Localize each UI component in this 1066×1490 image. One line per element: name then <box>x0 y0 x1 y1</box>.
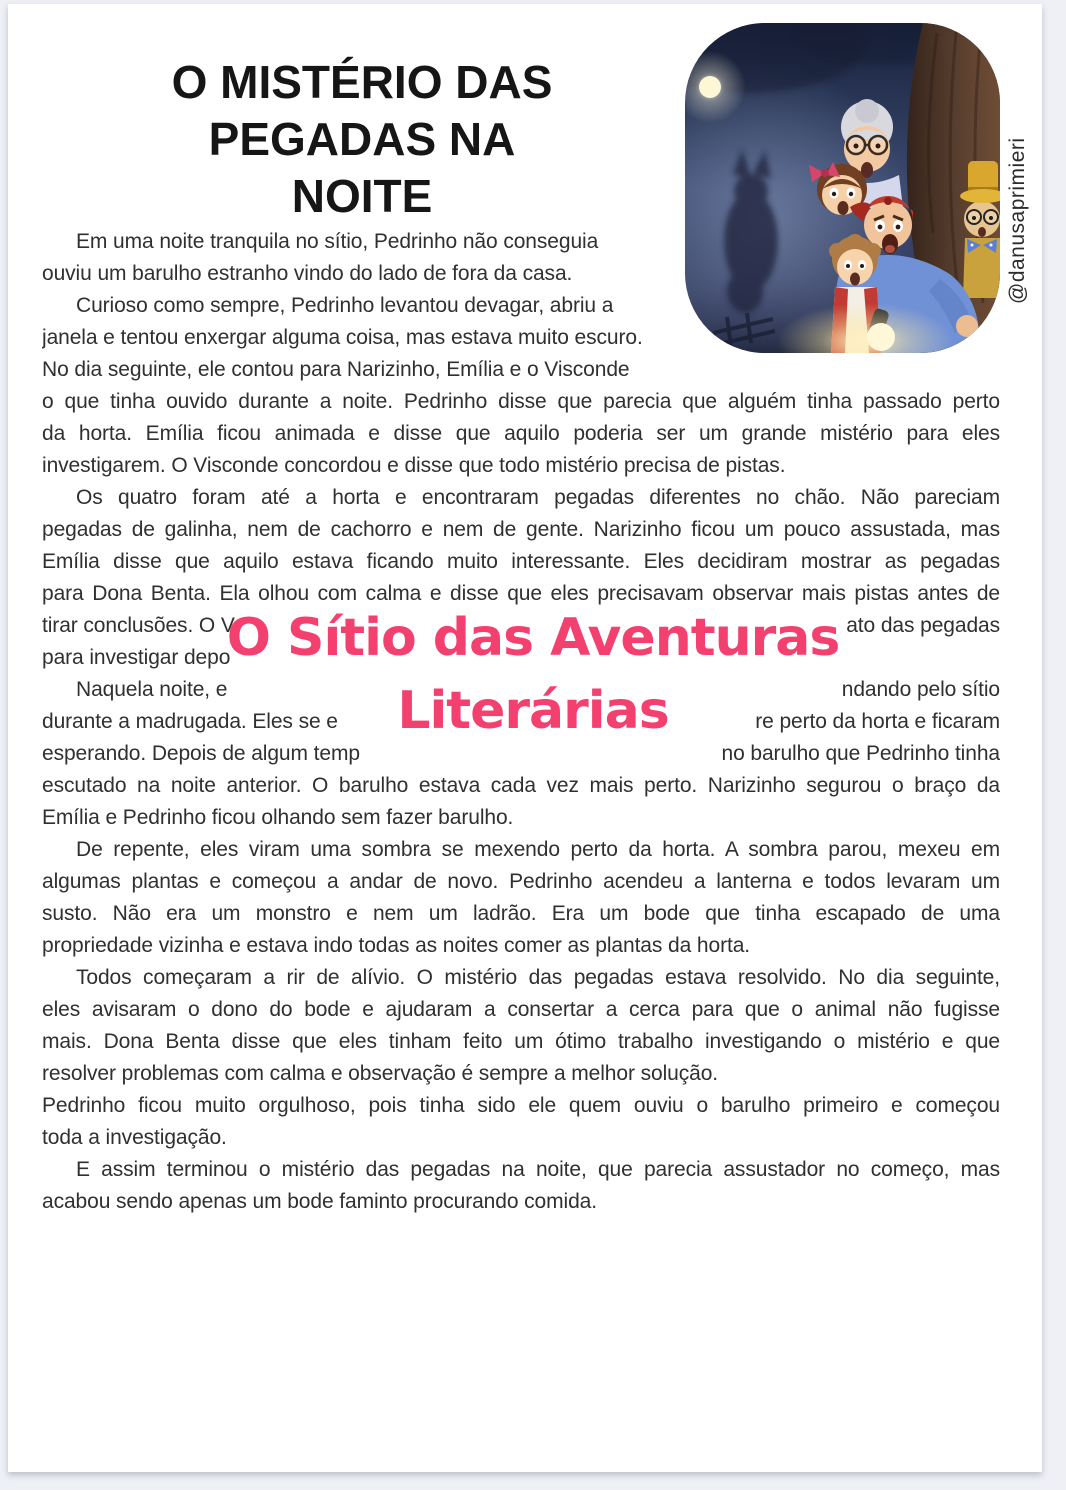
story-illustration <box>685 23 1000 353</box>
story-line-fragment-left: Naquela noite, e <box>76 678 228 701</box>
story-line: Curioso como sempre, Pedrinho levantou devagar, abriu a <box>76 294 614 317</box>
story-line: resolver problemas com calma e observação é sempre a melhor solução. <box>42 1062 719 1085</box>
story-line: Pedrinho ficou muito orgulhoso, pois tinha sido ele quem ouviu o barulho primeiro e começou <box>42 1094 1000 1117</box>
story-line-fragment-left: para investigar depo <box>42 646 231 669</box>
story-line: Os quatro foram até a horta e encontraram pegadas diferentes no chão. Não pareciam <box>76 486 1000 509</box>
title-line: PEGADAS NA <box>208 113 516 165</box>
story-line: Emília e Pedrinho ficou olhando sem fazer barulho. <box>42 806 514 829</box>
story-line-fragment-right: ndando pelo sítio <box>841 678 1000 701</box>
story-line: No dia seguinte, ele contou para Narizinho, Emília e o Visconde <box>42 358 630 381</box>
watermark-line: Literárias <box>397 681 669 741</box>
story-line-fragment-right: re perto da horta e ficaram <box>755 710 1000 733</box>
story-line: Em uma noite tranquila no sítio, Pedrinho não conseguia <box>76 230 599 253</box>
title-line: NOITE <box>291 170 433 222</box>
story-line: janela e tentou enxergar alguma coisa, mas estava muito escuro. <box>42 326 643 349</box>
story-line-fragment-left: tirar conclusões. O V <box>42 614 235 637</box>
story-line-fragment-left: durante a madrugada. Eles se e <box>42 710 338 733</box>
story-line: Emília disse que aquilo estava ficando muito interessante. Eles decidiram mostrar as pegadas <box>42 550 1000 573</box>
story-line: algumas plantas e começou a andar de novo. Pedrinho acendeu a lanterna e todos levaram um <box>42 870 1000 893</box>
story-line: investigarem. O Visconde concordou e disse que todo mistério precisa de pistas. <box>42 454 786 477</box>
artist-credit: @danusaprimieri <box>1006 137 1029 304</box>
story-line: toda a investigação. <box>42 1126 227 1149</box>
story-line-fragment-left: esperando. Depois de algum temp <box>42 742 360 765</box>
story-line: ouviu um barulho estranho vindo do lado de fora da casa. <box>42 262 573 285</box>
story-line: o que tinha ouvido durante a noite. Pedrinho disse que parecia que alguém tinha passado perto <box>42 390 1000 413</box>
moon <box>699 76 721 98</box>
story-line: propriedade vizinha e estava indo todas as noites comer as plantas da horta. <box>42 934 751 957</box>
page-title <box>42 54 682 225</box>
story-line: Todos começaram a rir de alívio. O mistério das pegadas estava resolvido. No dia seguinte, <box>76 966 1000 989</box>
story-line: acabou sendo apenas um bode faminto procurando comida. <box>42 1190 597 1213</box>
story-line: da horta. Emília ficou animada e disse que aquilo poderia ser um grande mistério para eles <box>42 422 1000 445</box>
story-line: mais. Dona Benta disse que eles tinham feito um ótimo trabalho investigando o mistério e que <box>42 1030 1000 1053</box>
story-line-fragment-right: no barulho que Pedrinho tinha <box>721 742 1000 765</box>
story-line: E assim terminou o mistério das pegadas na noite, que parecia assustador no começo, mas <box>76 1158 1000 1181</box>
worksheet-page <box>8 4 1042 1472</box>
story-line: escutado na noite anterior. O barulho estava cada vez mais perto. Narizinho segurou o braço da <box>42 774 1000 797</box>
story-line-fragment-right: ato das pegadas <box>846 614 1000 637</box>
story-line: pegadas de galinha, nem de cachorro e nem de gente. Narizinho ficou um pouco assustada, mas <box>42 518 1000 541</box>
story-line: eles avisaram o dono do bode e ajudaram a consertar a cerca para que o animal não fugisse <box>42 998 1000 1021</box>
story-line: De repente, eles viram uma sombra se mexendo perto da horta. A sombra parou, mexeu em <box>76 838 1000 861</box>
story-line: susto. Não era um monstro e nem um ladrão. Era um bode que tinha escapado de uma <box>42 902 1000 925</box>
watermark-line: O Sítio das Aventuras <box>226 608 840 668</box>
watermark <box>205 602 861 748</box>
story-line: para Dona Benta. Ela olhou com calma e disse que eles precisavam observar mais pistas antes de <box>42 582 1000 605</box>
night-scene-image <box>685 23 1000 353</box>
title-line: O MISTÉRIO DAS <box>171 56 553 108</box>
